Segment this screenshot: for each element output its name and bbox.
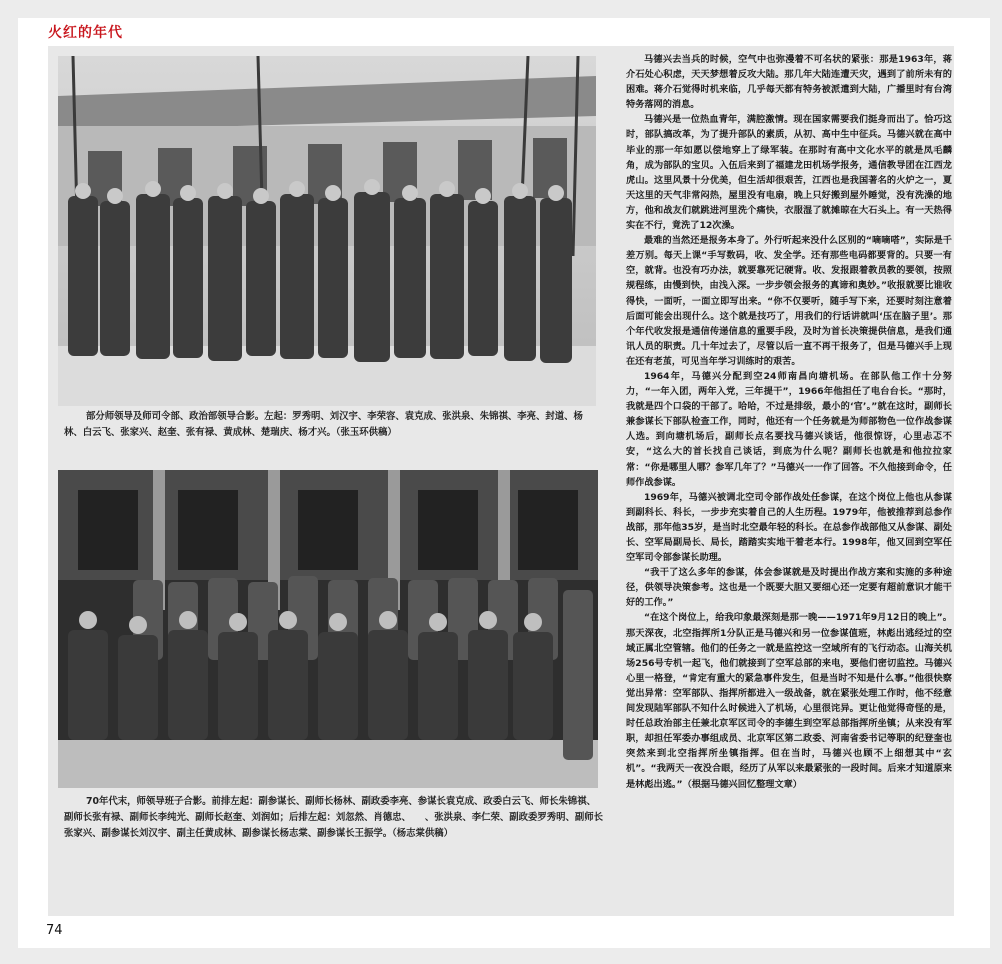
page-number: 74 [46, 923, 63, 938]
group-photo-outdoor-image [58, 56, 596, 406]
article-paragraph: “在这个岗位上，给我印象最深刻是那一晚——1971年9月12日的晚上”。那天深夜，北空指挥所1分队正是马德兴和另一位参谋值班，林彪出逃经过的空域正属北空管辖。他们的任务之一就是监控这一空域所有的飞行动态。山海关机场256号专机一起飞，他们就接到了空军总部的来电，要他们密切监控。马德兴心里一格登，“肯定有重大的紧急事件发生，但是当时不知是什么事。”他很快察觉出异常：空军部队、指挥所都进入一级战备，就在紧张处理工作时，他不经意间发现陆军部队不知什么时候进入了机场，心里很诧异。更让他觉得奇怪的是，时任总政治部主任兼北京军区司令的李德生到空军总部指挥所坐镇；从来没有军职，却担任军委办事组成员、北京军区第二政委、河南省委书记等职的纪登奎也突然来到北空指挥所坐镇指挥。但在当时，马德兴也顾不上细想其中“玄机”。“我两天一夜没合眼，经历了从军以来最紧张的一段时间。后来才知道原来是林彪出逃。”（根据马德兴回忆整理文章） [626, 612, 952, 790]
article-body [626, 52, 952, 792]
article-paragraph: 马德兴是一位热血青年，满腔激情。现在国家需要我们挺身而出了。恰巧这时，部队搞改革，为了提升部队的素质，从初、高中生中征兵。马德兴就在高中毕业的那一年如愿以偿地穿上了绿军装。在那时有高中文化水平的就是凤毛麟角，成为部队的宝贝。入伍后来到了福建龙田机场学报务，通信教导团在江西龙虎山。这里风景十分优美，但生活却很艰苦，江西也是我国著名的火炉之一，夏天这里的天气非常闷热，屋里没有电扇，晚上只好搬到屋外睡觉，没有洗澡的地方，他和战友们就跳进河里洗个痛快，衣服湿了就摊晾在大石头上。有一天热得实在不行，竟洗了12次澡。 [626, 114, 952, 232]
group-photo-outdoor [58, 56, 596, 406]
article-paragraph: 最难的当然还是报务本身了。外行听起来没什么区别的“嘀嘀嗒”，实际是千差万别。每天上课“手写数码，收、发全学。还有那些电码都要背的。只要一有空，就背。也没有巧办法，就要靠死记硬背。收、发报跟着教员教的要领，按照规程练，由慢到快，由浅入深。一步步领会报务的真谛和奥妙。”收报就要比谁收得快，一面听，一面立即写出来。“你不仅要听，随手写下来，还要时刻注意着后面可能会出现什么。这个就是技巧了，用我们的行话讲就叫‘压在脑子里’。那个年代收发报是通信传递信息的重要手段，及时为首长决策提供信息，是我们通讯人员的职责。几十年过去了，尽管以后一直不再干报务了，但是马德兴手上现在还有老茧，可见当年学习训练时的艰苦。 [626, 235, 952, 367]
photo-caption-1: 部分师领导及师司令部、政治部领导合影。左起：罗秀明、刘汉宇、李荣容、袁克成、张洪泉、朱锦祺、李亮、封道、杨林、白云飞、张家兴、赵奎、张有禄、黄成林、楚瑞庆、杨才兴。（张玉环供稿） [64, 411, 583, 438]
article-paragraph: 1964年，马德兴分配到空24师南昌向塘机场。在部队他工作十分努力，“一年入团，两年入党，三年提干”，1966年他担任了电台台长。“那时，我就是四个口袋的干部了。哈哈，不过是排级，最小的‘官’。”就在这时，副师长兼参谋长下部队检查工作，同时，他还有一个任务就是为师部物色一位作战参谋人选。到向塘机场后，副师长点名要找马德兴谈话，他很惊讶，心里忐忑不安，“这么大的首长找自己谈话，到底为什么呢？副师长也就是和他拉拉家常：“你是哪里人哪？参军几年了？”马德兴一一作了回答。不久他接到命令，任师作战参谋。 [626, 370, 952, 488]
group-photo-seated [58, 470, 598, 788]
magazine-page [18, 18, 990, 948]
content-panel [48, 46, 954, 916]
article-paragraph: 1969年，马德兴被调北空司令部作战处任参谋，在这个岗位上他也从参谋到副科长、科长，一步步充实着自己的人生历程。1979年，他被推荐到总参作战部，那年他35岁，是当时北空最年轻的科长。在总参作战部他又从参谋、副处长、空军局副局长、局长，踏踏实实地干着老本行。1998年，他又回到空军任空军司令部参谋长助理。 [626, 491, 952, 564]
photo-caption-2: 70年代末，师领导班子合影。前排左起：副参谋长、副师长杨林、副政委李亮、参谋长袁克成、政委白云飞、师长朱锦祺、副师长张有禄、副师长李纯光、副师长赵奎、刘润如；后排左起：刘忽然、肖德忠、 、张洪泉、李仁荣、副政委罗秀明、副师长张家兴、副参谋长刘汉宇、副主任黄成林、副参谋长杨志棠、副参谋长王振学。（杨志棠供稿） [64, 796, 604, 839]
section-title: 火红的年代 [48, 25, 123, 41]
group-photo-seated-image [58, 470, 598, 788]
article-paragraph: “我干了这么多年的参谋，体会参谋就是及时提出作战方案和实施的多种途径，供领导决策参考。这也是一个既要大胆又要细心还一定要有超前意识才能干好的工作。” [626, 567, 952, 609]
article-paragraph: 马德兴去当兵的时候，空气中也弥漫着不可名状的紧张：那是1963年，蒋介石处心积虑，天天梦想着反攻大陆。那几年大陆连遭天灾，遇到了前所未有的困难。蒋介石觉得时机来临，几乎每天都有特务被派遣到大陆，广播里时有台湾特务落网的消息。 [626, 54, 952, 111]
